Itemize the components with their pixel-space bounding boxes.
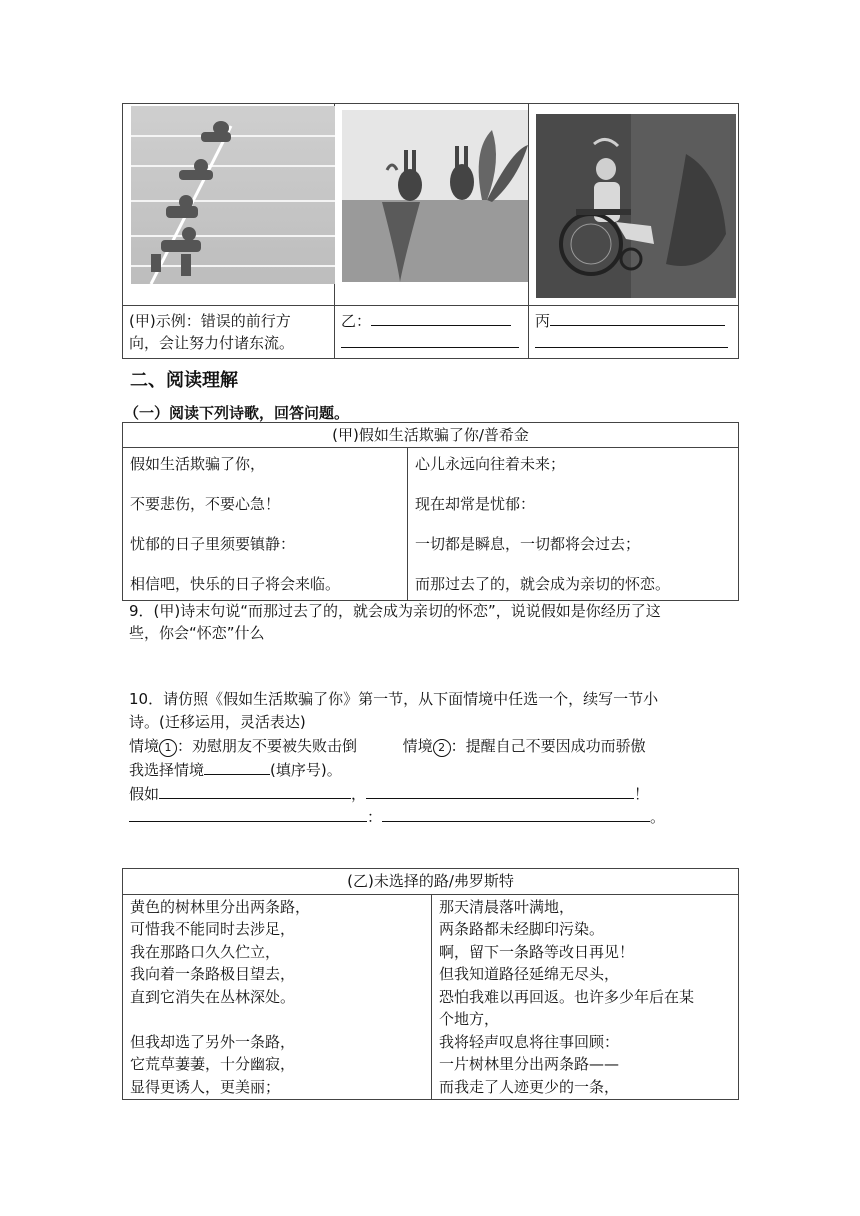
choose-suffix: (填序号)。: [270, 761, 342, 779]
poem-blank-1[interactable]: [159, 784, 351, 799]
image-table: [122, 103, 739, 359]
poem-line: 我在那路口久久伫立，: [130, 942, 281, 961]
poem-blank-4[interactable]: [382, 807, 650, 822]
image-cell-yi: [335, 104, 529, 306]
poem-line: 那天清晨落叶满地，: [439, 897, 575, 916]
poem-line: 直到它消失在丛林深处。: [130, 987, 296, 1006]
poem-line: 但我却选了另外一条路，: [130, 1032, 296, 1051]
poem-line: 恐怕我难以再回返。也许多少年后在某: [439, 987, 695, 1006]
subsection-title: （一）阅读下列诗歌，回答问题。: [124, 404, 350, 422]
poem-blank-2[interactable]: [366, 784, 634, 799]
situation1-text: ：劝慰朋友不要被失败击倒: [177, 737, 358, 755]
situation1-label: 情境: [129, 737, 160, 755]
caption-yi-label: 乙：: [341, 312, 372, 330]
situation2-label: 情境: [402, 737, 433, 755]
q9-line1: 9．(甲)诗末句说“而那过去了的，就会成为亲切的怀恋”，说说假如是你经历了这: [129, 602, 661, 620]
q9-line2: 些，你会“怀恋”什么: [129, 624, 265, 642]
period-mark: 。: [650, 808, 666, 826]
caption-jia-line1: (甲)示例：错误的前行方: [129, 312, 291, 330]
poem-line: 可惜我不能同时去涉足，: [130, 920, 296, 938]
poem-blank-line: [130, 1008, 424, 1031]
image-cell-bing: [529, 104, 739, 306]
q10-line2: 诗。(迁移运用，灵活表达): [129, 713, 306, 731]
poem-line: 个地方，: [439, 1010, 500, 1028]
q10-line1: 10．请仿照《假如生活欺骗了你》第一节，从下面情境中任选一个，续写一节小: [129, 690, 659, 708]
poem-yi-header: (乙)未选择的路/弗罗斯特: [123, 869, 739, 895]
poem-yi-table: [122, 868, 739, 1100]
poem-line: 我将轻声叹息将往事回顾：: [439, 1032, 620, 1051]
answer-blank-bing-1[interactable]: [550, 311, 725, 326]
q10-fill-line2: [129, 806, 665, 827]
poem-yi-left: [123, 894, 432, 1100]
poem-yi-right: [432, 894, 739, 1100]
runners-image: [131, 106, 335, 284]
answer-blank-bing-2[interactable]: [535, 333, 728, 348]
rabbits-image: [342, 110, 528, 282]
section-title: 二、阅读理解: [130, 370, 238, 391]
wheelchair-image: [536, 114, 736, 298]
poem-line: 而我走了人迹更少的一条，: [439, 1077, 620, 1096]
exclamation-mark: ！: [634, 785, 650, 803]
poem-line: 不要悲伤，不要心急！: [130, 495, 281, 513]
caption-jia-line2: 向，会让努力付诸东流。: [129, 334, 295, 352]
colon-mark: ：: [367, 808, 383, 826]
situation1-number: 1: [159, 739, 177, 757]
poem-line: 忧郁的日子里须要镇静：: [130, 535, 296, 553]
q10-fill-line1: [129, 783, 649, 804]
poem-line: 它荒草萋萋，十分幽寂，: [130, 1055, 296, 1073]
poem-line: 而那过去了的，就会成为亲切的怀恋。: [415, 575, 671, 593]
answer-blank-yi-1[interactable]: [371, 311, 511, 326]
situation2-text: ：提醒自己不要因成功而骄傲: [450, 737, 646, 755]
poem-line: 啊，留下一条路等改日再见！: [439, 942, 635, 961]
situation-choice-blank[interactable]: [204, 760, 270, 775]
q10-choose: [129, 759, 342, 780]
poem-line: 黄色的树林里分出两条路，: [130, 897, 311, 916]
poem-line: 两条路都未经脚印污染。: [439, 920, 605, 938]
caption-yi: [335, 306, 529, 359]
poem-line: 一切都是瞬息，一切都将会过去；: [415, 535, 641, 553]
poem-blank-3[interactable]: [129, 807, 367, 822]
poem-jia-left: [123, 448, 408, 601]
poem-jia-table: [122, 422, 739, 601]
poem-line: 但我知道路径延绵无尽头，: [439, 965, 620, 983]
caption-bing-label: 丙: [535, 312, 551, 330]
poem-line: 显得更诱人，更美丽；: [130, 1077, 281, 1096]
image-cell-jia: [123, 104, 335, 306]
caption-bing: [529, 306, 739, 359]
poem-line: 相信吧，快乐的日子将会来临。: [130, 575, 341, 593]
situation2-number: 2: [433, 739, 451, 757]
poem-jia-header: (甲)假如生活欺骗了你/普希金: [123, 423, 739, 448]
answer-blank-yi-2[interactable]: [341, 333, 519, 348]
poem-jia-right: [408, 448, 739, 601]
comma-mark: ，: [351, 785, 367, 803]
poem-line: 现在却常是忧郁：: [415, 495, 536, 513]
poem-line: 一片树林里分出两条路——: [439, 1055, 620, 1073]
fill-prefix: 假如: [129, 785, 160, 803]
q10-situations: [129, 735, 646, 757]
poem-line: 我向着一条路极目望去，: [130, 965, 296, 983]
poem-line: 假如生活欺骗了你，: [130, 455, 266, 473]
choose-prefix: 我选择情境: [129, 761, 205, 779]
caption-jia: [123, 306, 335, 359]
poem-line: 心儿永远向往着未来；: [415, 455, 566, 473]
